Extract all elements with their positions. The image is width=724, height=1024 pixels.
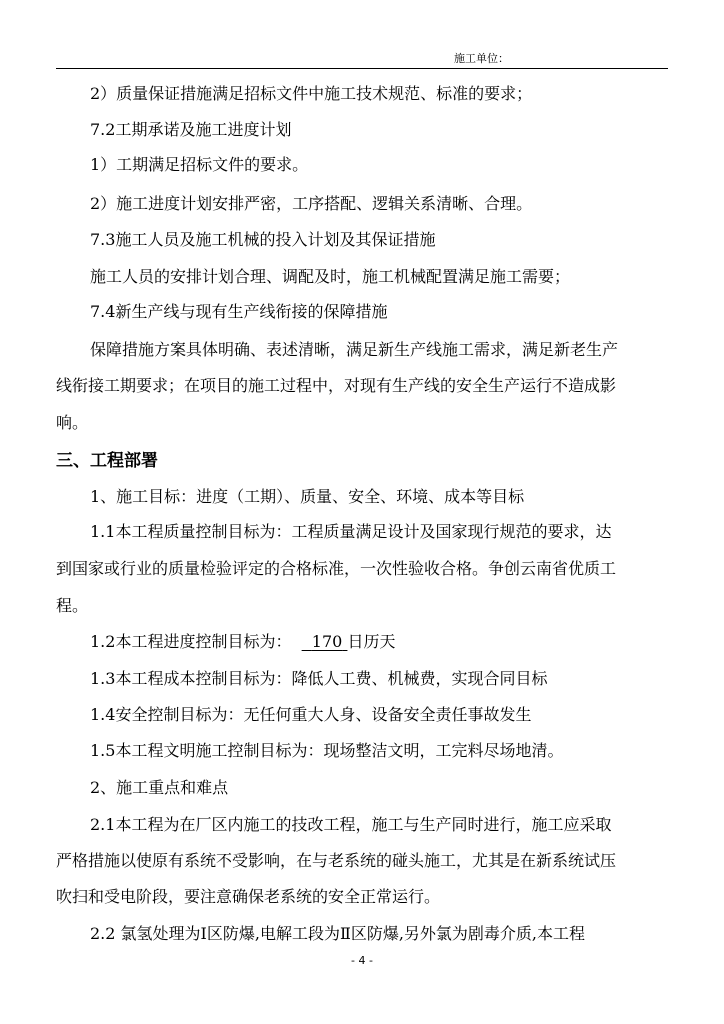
section-title: 7.3施工人员及施工机械的投入计划及其保证措施 — [90, 230, 436, 249]
paragraph-line: 2）质量保证措施满足招标文件中施工技术规范、标准的要求； — [90, 84, 533, 103]
paragraph-line: 1）工期满足招标文件的要求。 — [90, 155, 309, 174]
paragraph-line: 2）施工进度计划安排严密，工序搭配、逻辑关系清晰、合理。 — [90, 194, 533, 213]
schedule-days-unit: 日历天 — [347, 632, 396, 651]
paragraph-line: 响。 — [56, 413, 89, 432]
paragraph-line: 1、施工目标：进度（工期）、质量、安全、环境、成本等目标 — [90, 487, 525, 506]
paragraph-line: 1.5本工程文明施工控制目标为：现场整洁文明，工完料尽场地清。 — [90, 741, 564, 760]
schedule-days-value: 170 — [311, 632, 343, 651]
paragraph-line: 保障措施方案具体明确、表述清晰，满足新生产线施工需求，满足新老生产 — [90, 340, 619, 359]
paragraph-line: 1.4安全控制目标为：无任何重大人身、设备安全责任事故发生 — [90, 705, 532, 724]
paragraph-line: 施工人员的安排计划合理、调配及时，施工机械配置满足施工需要； — [90, 267, 571, 286]
paragraph-line: 线衔接工期要求；在项目的施工过程中，对现有生产线的安全生产运行不造成影 — [56, 376, 617, 395]
paragraph-line: 2、施工重点和难点 — [90, 778, 229, 797]
page-header — [56, 46, 668, 69]
schedule-target-label: 1.2本工程进度控制目标为： — [90, 632, 292, 651]
paragraph-line: 严格措施以使原有系统不受影响，在与老系统的碰头施工，尤其是在新系统试压 — [56, 851, 617, 870]
paragraph-line: 吹扫和受电阶段，要注意确保老系统的安全正常运行。 — [56, 887, 441, 906]
paragraph-line: 1.3本工程成本控制目标为：降低人工费、机械费，实现合同目标 — [90, 669, 548, 688]
section-title: 7.4新生产线与现有生产线衔接的保障措施 — [90, 302, 388, 321]
schedule-target-line — [90, 632, 395, 652]
paragraph-line: 到国家或行业的质量检验评定的合格标准，一次性验收合格。争创云南省优质工 — [56, 559, 617, 578]
chapter-heading: 三、工程部署 — [56, 451, 158, 471]
paragraph-line: 1.1本工程质量控制目标为：工程质量满足设计及国家现行规范的要求，达 — [90, 522, 612, 541]
paragraph-line: 2.1本工程为在厂区内施工的技改工程，施工与生产同时进行，施工应采取 — [90, 815, 612, 834]
section-title: 7.2工期承诺及施工进度计划 — [90, 120, 292, 139]
paragraph-line: 2.2 氯氢处理为Ⅰ区防爆,电解工段为Ⅱ区防爆,另外氯为剧毒介质,本工程 — [90, 924, 585, 943]
paragraph-line: 程。 — [56, 596, 89, 615]
header-unit-label: 施工单位： — [454, 52, 509, 65]
page-number: - 4 - — [351, 954, 373, 967]
